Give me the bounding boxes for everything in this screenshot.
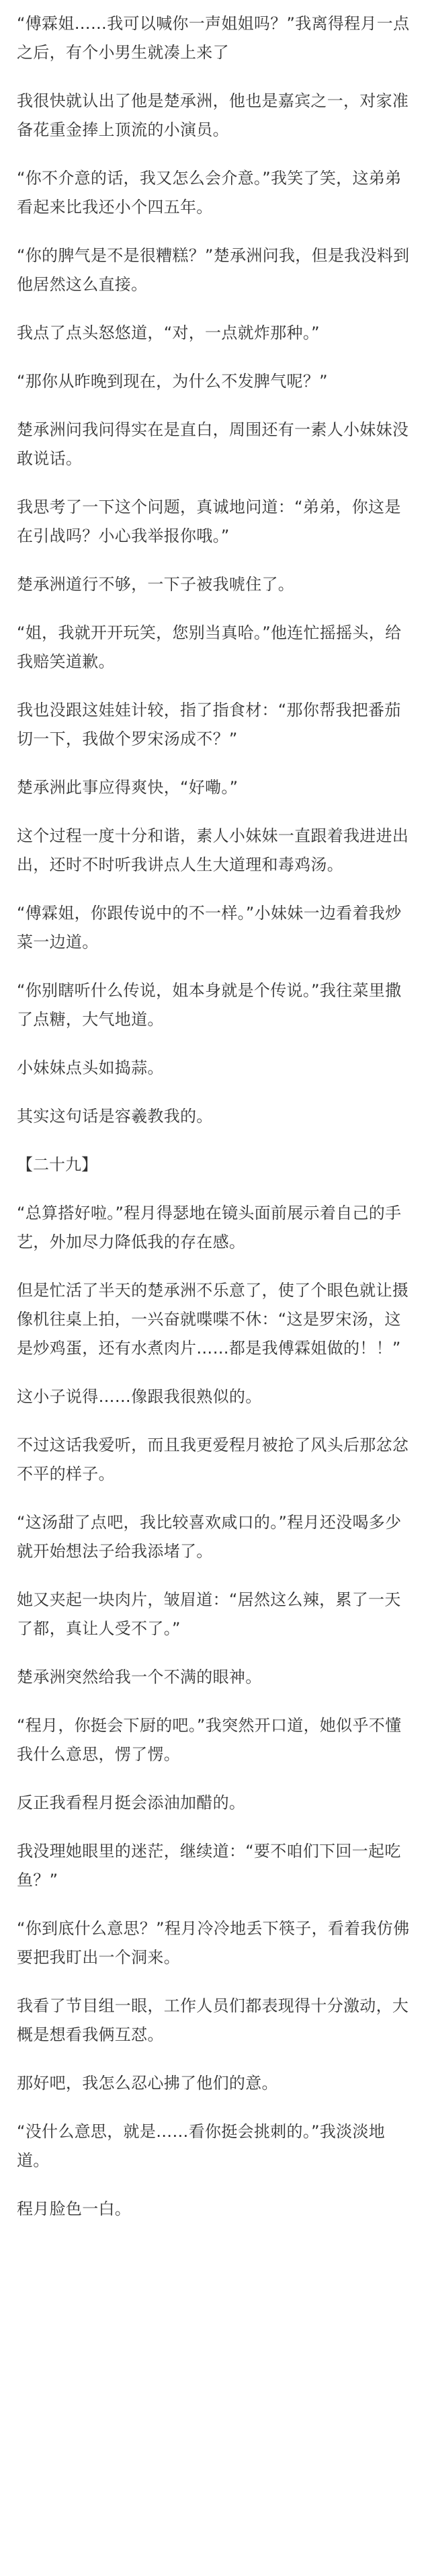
paragraph: “姐，我就开开玩笑，您别当真哈。”他连忙摇摇头，给我赔笑道歉。 xyxy=(17,623,402,671)
paragraph: “你到底什么意思？”程月冷冷地丢下筷子，看着我仿佛要把我盯出一个洞来。 xyxy=(17,1919,410,1967)
paragraph: “总算搭好啦。”程月得瑟地在镜头面前展示着自己的手艺，外加尽力降低我的存在感。 xyxy=(17,1204,402,1251)
paragraph: 这个过程一度十分和谐，素人小妹妹一直跟着我进进出出，还时不时听我讲点人生大道理和毒鸡汤。 xyxy=(17,826,409,874)
paragraph: 但是忙活了半天的楚承洲不乐意了，使了个眼色就让摄像机往桌上拍，一兴奋就喋喋不休：“这是罗宋汤，这是炒鸡蛋，还有水煮肉片……都是我傅霖姐做的！！” xyxy=(17,1281,409,1358)
paragraph: 楚承洲道行不够，一下子被我唬住了。 xyxy=(17,575,295,594)
paragraph: 程月脸色一白。 xyxy=(17,2199,132,2218)
paragraph: 楚承洲突然给我一个不满的眼神。 xyxy=(17,1668,262,1686)
paragraph: “那你从昨晚到现在，为什么不发脾气呢？” xyxy=(17,372,328,391)
paragraph: “傅霖姐……我可以喊你一声姐姐吗？”我离得程月一点之后，有个小男生就凑上来了 xyxy=(17,14,410,62)
paragraph: 这小子说得……像跟我很熟似的。 xyxy=(17,1387,262,1406)
paragraph: “这汤甜了点吧，我比较喜欢咸口的。”程月还没喝多少就开始想法子给我添堵了。 xyxy=(17,1513,402,1561)
paragraph: 我没理她眼里的迷茫，继续道：“要不咱们下回一起吃鱼？” xyxy=(17,1842,401,1889)
paragraph: “你不介意的话，我又怎么会介意。”我笑了笑，这弟弟看起来比我还小个四五年。 xyxy=(17,169,402,217)
chapter-heading: 【二十九】 xyxy=(17,1155,97,1174)
paragraph: 那好吧，我怎么忍心拂了他们的意。 xyxy=(17,2074,278,2093)
paragraph: 她又夹起一块肉片，皱眉道：“居然这么辣，累了一天了都，真让人受不了。” xyxy=(17,1590,401,1638)
paragraph: 其实这句话是容羲教我的。 xyxy=(17,1107,213,1126)
paragraph: “没什么意思，就是……看你挺会挑刺的。”我淡淡地道。 xyxy=(17,2122,386,2170)
paragraph: “傅霖姐，你跟传说中的不一样。”小妹妹一边看着我炒菜一边道。 xyxy=(17,904,402,951)
paragraph: “程月，你挺会下厨的吧。”我突然开口道，她似乎不懂我什么意思，愣了愣。 xyxy=(17,1716,402,1764)
paragraph: 楚承洲此事应得爽快，“好嘞。” xyxy=(17,778,239,797)
paragraph: 我看了节目组一眼，工作人员们都表现得十分激动，大概是想看我俩互怼。 xyxy=(17,1996,409,2044)
paragraph: 我思考了一下这个问题，真诚地问道：“弟弟，你这是在引战吗？小心我举报你哦。” xyxy=(17,498,401,545)
paragraph: “你的脾气是不是很糟糕？”楚承洲问我，但是我没料到他居然这么直接。 xyxy=(17,246,410,294)
paragraph: 反正我看程月挺会添油加醋的。 xyxy=(17,1793,246,1812)
paragraph: 不过这话我爱听，而且我更爱程月被抢了风头后那忿忿不平的样子。 xyxy=(17,1436,409,1483)
paragraph: 我点了点头怒悠道，“对，一点就炸那种。” xyxy=(17,323,320,342)
paragraph: 我很快就认出了他是楚承洲，他也是嘉宾之一，对家准备花重金捧上顶流的小演员。 xyxy=(17,91,409,139)
paragraph: 我也没跟这娃娃计较，指了指食材：“那你帮我把番茄切一下，我做个罗宋汤成不？” xyxy=(17,701,401,748)
paragraph: “你别瞎听什么传说，姐本身就是个传说。”我往菜里撒了点糖，大气地道。 xyxy=(17,981,402,1029)
paragraph: 小妹妹点头如捣蒜。 xyxy=(17,1058,164,1077)
paragraph: 楚承洲问我问得实在是直白，周围还有一素人小妹妹没敢说话。 xyxy=(17,420,409,468)
